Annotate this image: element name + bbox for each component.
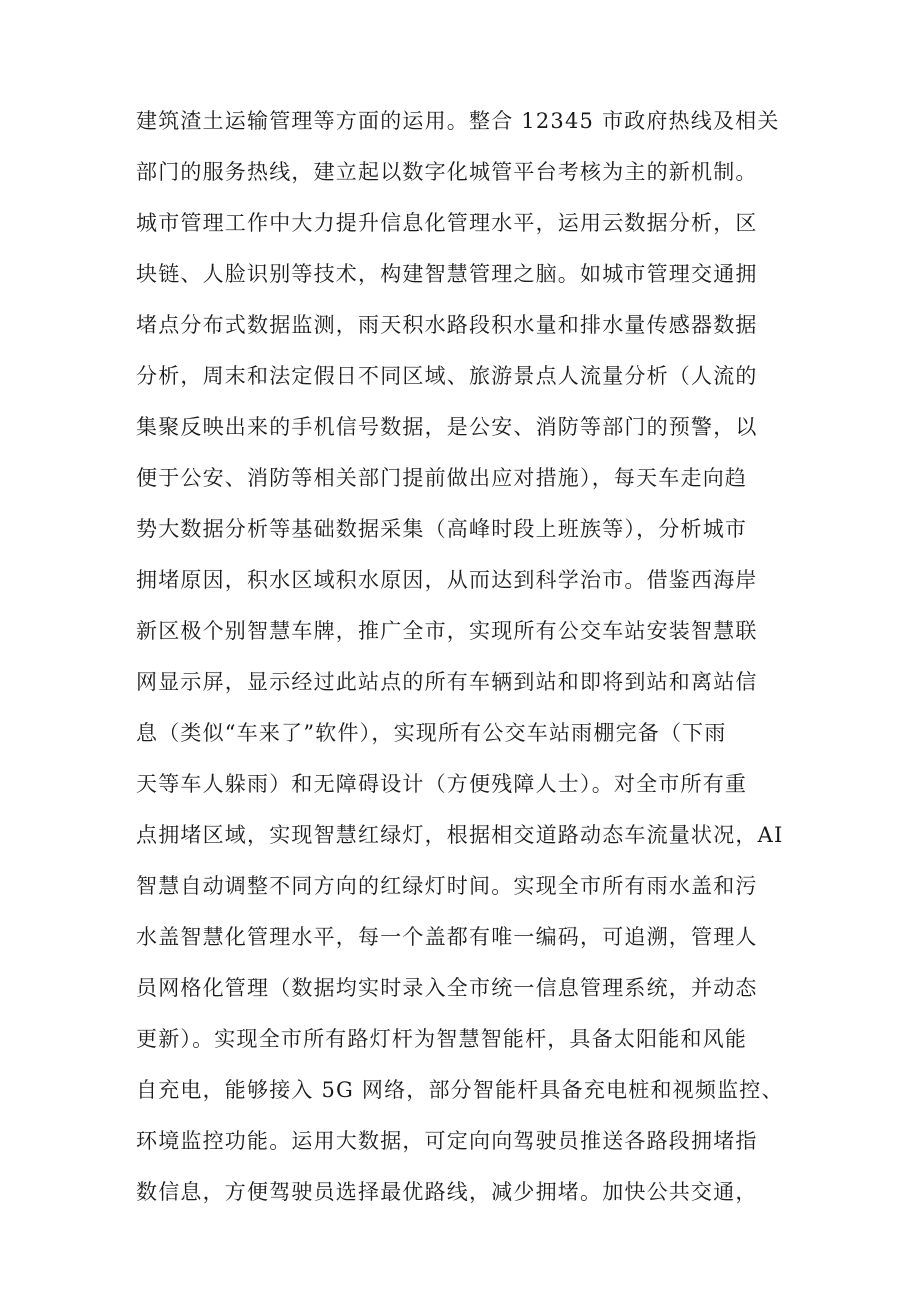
text-line: 便于公安、消防等相关部门提前做出应对措施），每天车走向趋 [136, 466, 748, 490]
text-line: 更新）。实现全市所有路灯杆为智慧智能杆，具备太阳能和风能 [136, 1027, 748, 1051]
text-line: 员网格化管理（数据均实时录入全市统一信息管理系统，并动态 [136, 976, 758, 1000]
text-line: 拥堵原因，积水区域积水原因，从而达到科学治市。借鉴西海岸 [136, 568, 758, 592]
text-line: 势大数据分析等基础数据采集（高峰时段上班族等），分析城市 [136, 517, 748, 541]
text-line: 部门的服务热线，建立起以数字化城管平台考核为主的新机制。 [136, 160, 758, 184]
text-line: 天等车人躲雨）和无障碍设计（方便残障人士）。对全市所有重 [136, 772, 748, 796]
text-line: 环境监控功能。运用大数据，可定向向驾驶员推送各路段拥堵指 [136, 1129, 758, 1153]
text-line: 块链、人脸识别等技术，构建智慧管理之脑。如城市管理交通拥 [136, 262, 758, 286]
text-line: 网显示屏，显示经过此站点的所有车辆到站和即将到站和离站信 [136, 670, 758, 694]
body-paragraph [136, 96, 796, 1218]
text-line: 城市管理工作中大力提升信息化管理水平，运用云数据分析，区 [136, 211, 758, 235]
text-line: 集聚反映出来的手机信号数据，是公安、消防等部门的预警，以 [136, 415, 758, 439]
text-line: 息（类似“车来了”软件），实现所有公交车站雨棚完备（下雨 [136, 721, 727, 745]
text-line: 堵点分布式数据监测，雨天积水路段积水量和排水量传感器数据 [136, 313, 758, 337]
text-line: 数信息，方便驾驶员选择最优路线，减少拥堵。加快公共交通， [136, 1180, 758, 1204]
text-line: 水盖智慧化管理水平，每一个盖都有唯一编码，可追溯，管理人 [136, 925, 758, 949]
text-line: 分析，周末和法定假日不同区域、旅游景点人流量分析（人流的 [136, 364, 758, 388]
text-line: 新区极个别智慧车牌，推广全市，实现所有公交车站安装智慧联 [136, 619, 758, 643]
text-line: 建筑渣土运输管理等方面的运用。整合 12345 市政府热线及相关 [136, 109, 780, 133]
text-line: 点拥堵区域，实现智慧红绿灯，根据相交道路动态车流量状况，AI [136, 823, 784, 847]
text-line: 智慧自动调整不同方向的红绿灯时间。实现全市所有雨水盖和污 [136, 874, 758, 898]
text-line: 自充电，能够接入 5G 网络，部分智能杆具备充电桩和视频监控、 [136, 1078, 784, 1102]
